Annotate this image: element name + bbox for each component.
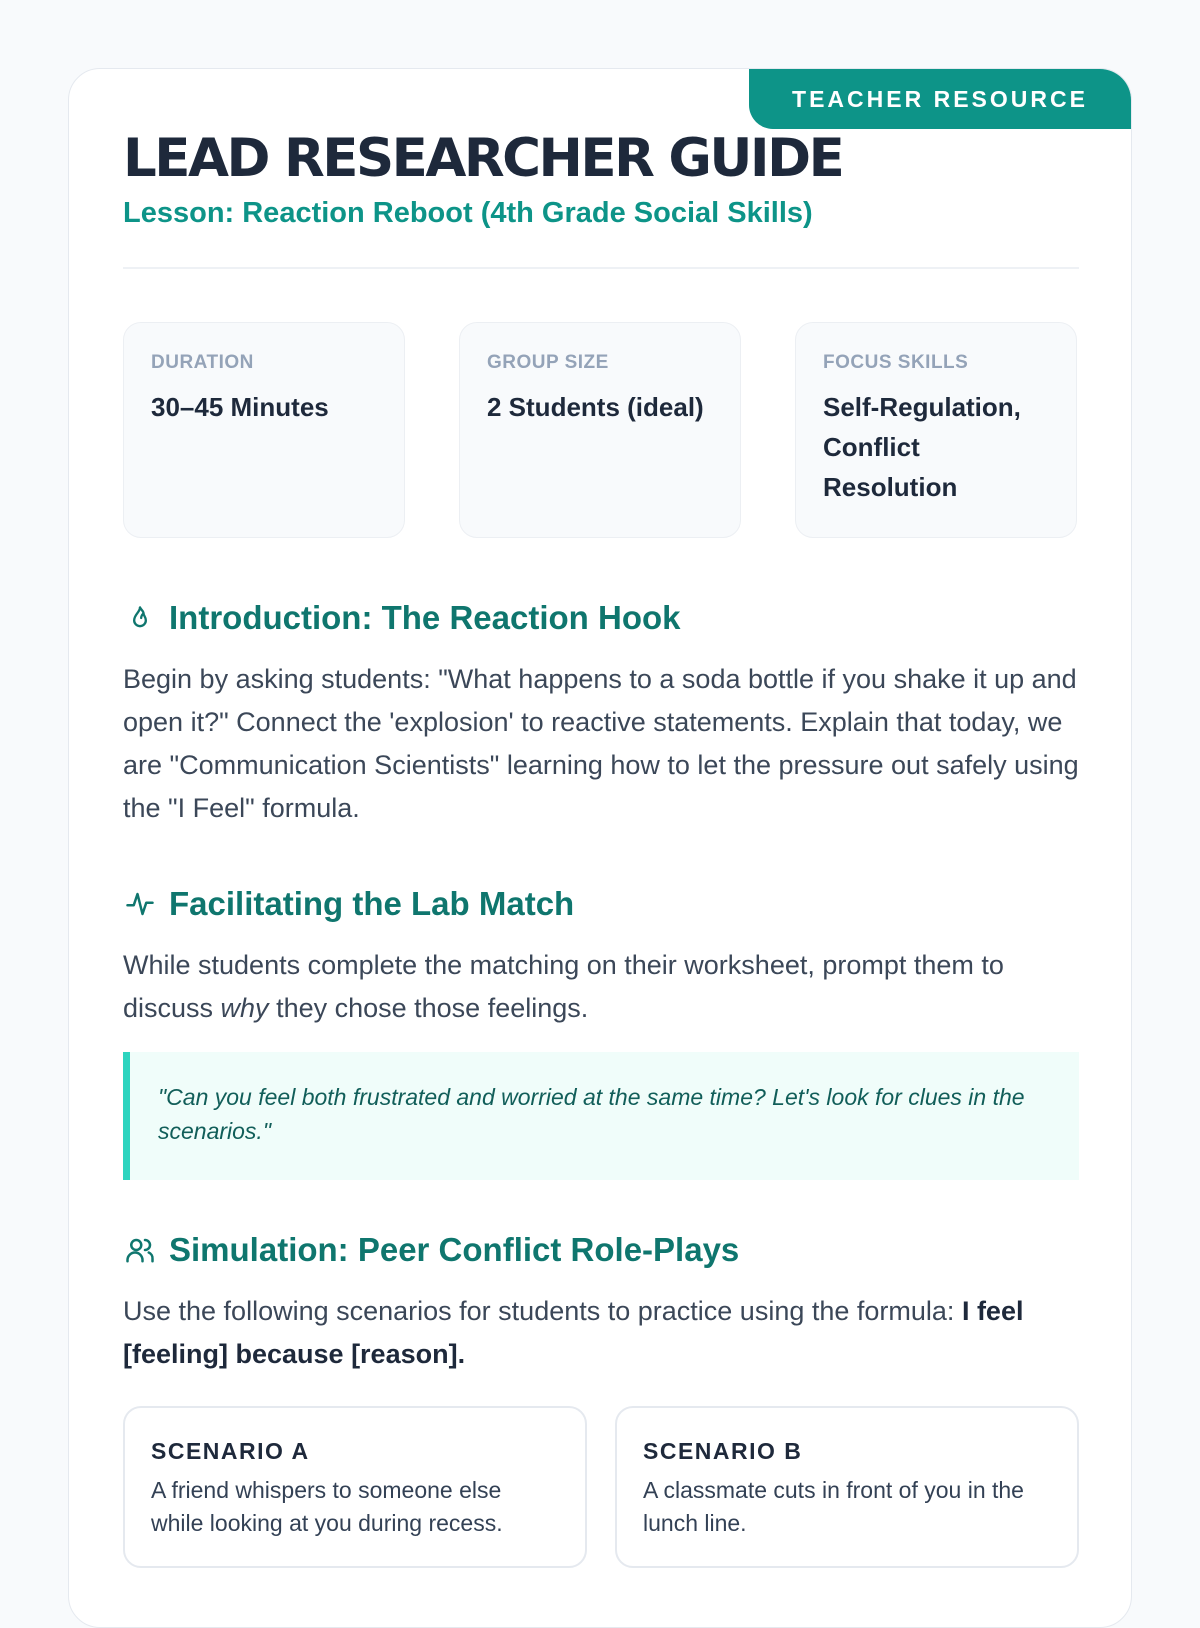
stats-row [123,322,1079,538]
scenario-label: SCENARIO A [151,1438,310,1464]
section-heading-text: Simulation: Peer Conflict Role-Plays [169,1231,740,1268]
guide-content [123,127,1079,1568]
intro-paragraph: Begin by asking students: "What happens to a soda bottle if you shake it up and open it?" Connect the 'explosion' to reactive statements. Explain that today, we are "Communication Scientists" learning how to let the pressure out safely using the "I Feel" formula. [123,664,1079,823]
lab-text-after: they chose those feelings. [268,993,589,1023]
section-heading-text: Introduction: The Reaction Hook [169,599,681,636]
lab-text-emphasis: why [220,993,269,1023]
stat-label: DURATION [151,352,254,373]
section-heading-lab [123,882,1079,926]
guide-card [68,68,1132,1628]
simulation-text-before: Use the following scenarios for students to practice using the formula: [123,1296,962,1326]
stat-value: 2 Students (ideal) [487,392,704,422]
simulation-paragraph [123,1290,1079,1376]
stat-label: GROUP SIZE [487,352,609,373]
page-title: LEAD RESEARCHER GUIDE [123,128,843,189]
section-heading-intro [123,596,1079,640]
lab-paragraph [123,944,1079,1030]
flame-icon [123,601,157,635]
stat-value: Self-Regulation, Conflict Resolution [823,392,1021,502]
lesson-subtitle: Lesson: Reaction Reboot (4th Grade Social Skills) [123,197,813,229]
section-heading-simulation [123,1228,1079,1272]
stat-card-duration [123,322,405,538]
users-icon [123,1233,157,1267]
scenario-text: A friend whispers to someone else while looking at you during recess. [151,1477,503,1536]
scenario-card-b [615,1406,1079,1568]
prompt-quote: "Can you feel both frustrated and worried at the same time? Let's look for clues in the scenarios." [123,1052,1079,1180]
scenario-text: A classmate cuts in front of you in the lunch line. [643,1477,1024,1536]
scenario-label: SCENARIO B [643,1438,803,1464]
scenario-card-a [123,1406,587,1568]
teacher-resource-badge: TEACHER RESOURCE [749,69,1131,129]
lab-text-before: While students complete the matching on their worksheet, prompt them to discuss [123,950,1004,1023]
scenario-grid [123,1406,1079,1568]
stat-card-focus-skills [795,322,1077,538]
stat-card-group-size [459,322,741,538]
stat-label: FOCUS SKILLS [823,352,969,373]
divider [123,267,1079,269]
section-heading-text: Facilitating the Lab Match [169,885,575,922]
formula-text: I feel [feeling] because [reason]. [123,1296,1024,1369]
stat-value: 30–45 Minutes [151,392,329,422]
activity-icon [123,887,157,921]
